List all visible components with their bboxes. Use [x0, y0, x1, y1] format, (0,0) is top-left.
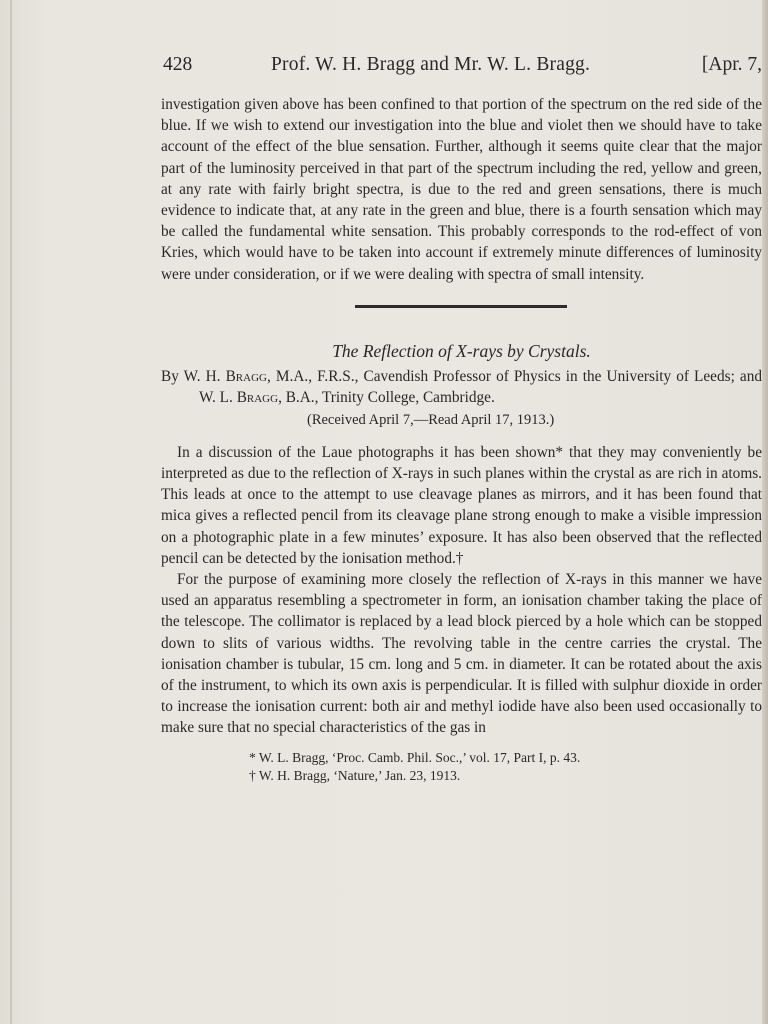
- running-header: [161, 52, 762, 82]
- article-title: The Reflection of X-rays by Crystals.: [332, 340, 591, 361]
- footnote-2: † W. H. Bragg, ‘Nature,’ Jan. 23, 1913.: [249, 768, 461, 784]
- text-column: [161, 52, 762, 786]
- footnote-1: * W. L. Bragg, ‘Proc. Camb. Phil. Soc.,’ vol. 17, Part I, p. 43.: [249, 749, 581, 765]
- running-title: Prof. W. H. Bragg and Mr. W. L. Bragg.: [271, 54, 591, 75]
- article-paragraph-2: For the purpose of examining more closely the reflection of X-rays in this manner we have used an apparatus resembling a spectrometer in form, an ionisation chamber taking the place of the telescope. The collimator is replaced by a lead block pierced by a hole which can be stopped down to slits of various widths. The revolving table in the centre carries the crystal. The ionisation chamber is tubular, 15 cm. long and 5 cm. in diameter. It can be rotated about the axis of the instrument, to which its own axis is perpendicular. It is filled with sulphur dioxide in order to increase the ionisation current: both air and methyl iodide have also been used occasionally to make sure that no special characteristics of the gas in: [161, 571, 762, 737]
- author2-details: , B.A., Trinity College, Cambridge.: [278, 388, 495, 406]
- header-date: [Apr. 7,: [701, 54, 762, 75]
- received-date: (Received April 7,—Read April 17, 1913.): [307, 411, 555, 428]
- section-divider: [355, 305, 567, 308]
- footnotes: [161, 749, 762, 786]
- article-paragraph-1: In a discussion of the Laue photographs it has been shown* that they may conveniently be interpreted as due to the reflection of X-rays in such planes within the crystal as are rich in atoms. This leads at once to the attempt to use cleavage planes as mirrors, and it has been found that mica gives a reflected pencil from its cleavage plane strong enough to make a visible impression on a photographic plate in a few minutes’ exposure. It has also been observed that the reflected pencil can be detected by the ionisation method.†: [161, 443, 762, 567]
- author1-details: , M.A., F.R.S., Cavendish Professor of Physics in the University of Leeds; and W. L.: [199, 367, 763, 406]
- page-number: 428: [163, 54, 193, 75]
- page-edge: [762, 0, 768, 1024]
- continuation-paragraph: investigation given above has been confined to that portion of the spectrum on the red side of the blue. If we wish to extend our investigation into the blue and violet then we should have to take account of the effect of the blue sensation. Further, although it seems quite clear that the major part of the luminosity perceived in that part of the spectrum including the red, yellow and green, at any rate with fairly bright spectra, is due to the red and green sensations, there is much evidence to indicate that, at any rate in the green and blue, there is a fourth sensation which may be called the fundamental white sensation. This probably corresponds to the rod-effect of von Kries, which would have to be taken into account if extremely minute differences of luminosity were under consideration, or if we were dealing with spectra of small intensity.: [161, 96, 762, 283]
- author2-surname: Bragg: [236, 388, 279, 406]
- article-byline: [161, 366, 762, 408]
- byline-prefix: By W. H.: [161, 367, 226, 385]
- page-gutter: [10, 0, 12, 1024]
- author1-surname: Bragg: [225, 367, 267, 385]
